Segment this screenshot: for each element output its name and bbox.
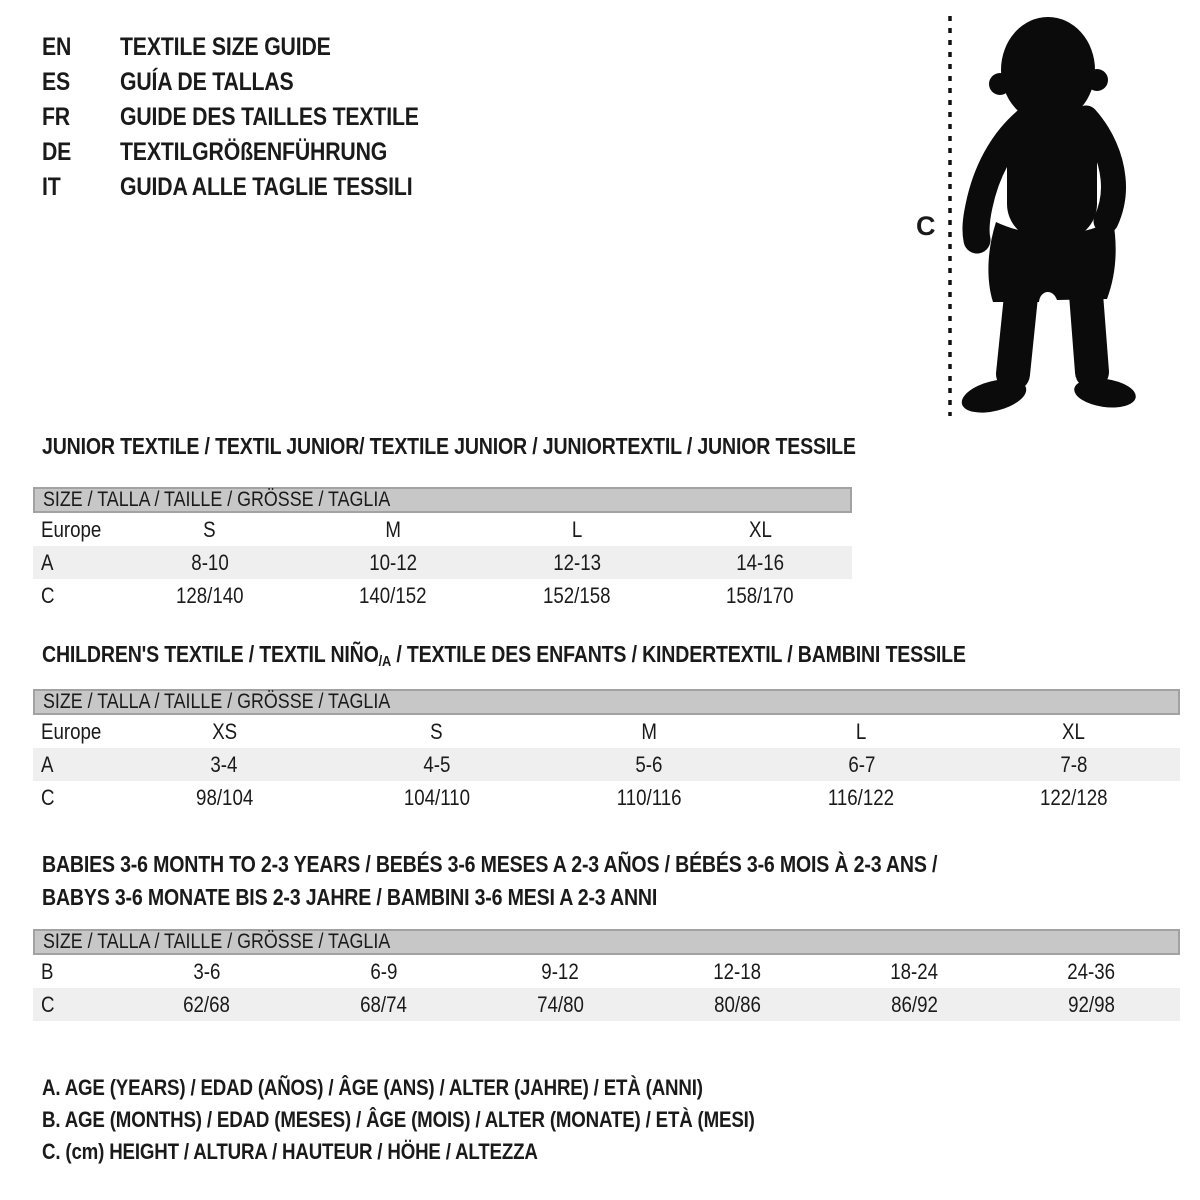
junior-size-table — [33, 487, 852, 612]
section-heading-junior: JUNIOR TEXTILE / TEXTIL JUNIOR/ TEXTILE JUNIOR / JUNIORTEXTIL / JUNIOR TESSILE — [42, 433, 856, 459]
table-row-height — [33, 781, 1180, 814]
language-code: FR — [42, 103, 70, 131]
size-value: XS — [211, 718, 237, 744]
size-header-label: SIZE / TALLA / TAILLE / GRÖSSE / TAGLIA — [43, 930, 391, 953]
language-title: TEXTILE SIZE GUIDE — [120, 33, 331, 61]
row-label: A — [41, 549, 54, 575]
height-value: 80/86 — [714, 991, 761, 1017]
size-value: M — [385, 516, 402, 542]
babies-size-table — [33, 929, 1180, 1021]
language-row — [42, 65, 472, 100]
children-size-table — [33, 689, 1180, 814]
age-value: 9-12 — [541, 958, 580, 984]
section-heading-babies: BABIES 3-6 MONTH TO 2-3 YEARS / BEBÉS 3-6 MESES A 2-3 AÑOS / BÉBÉS 3-6 MOIS À 2-3 ANS / BABYS 3-6 MONATE BIS 2-3 JAHRE / BAMBINI 3-6 MESI A 2-3 ANNI — [42, 851, 938, 910]
language-code: EN — [42, 33, 72, 61]
language-title: TEXTILGRÖßENFÜHRUNG — [120, 138, 388, 166]
age-value: 7-8 — [1060, 751, 1088, 777]
height-value: 110/116 — [616, 784, 682, 810]
age-value: 5-6 — [635, 751, 663, 777]
age-value: 14-16 — [736, 549, 785, 575]
language-code: IT — [42, 173, 61, 201]
table-row-age — [33, 748, 1180, 781]
age-value: 12-13 — [552, 549, 601, 575]
age-value: 8-10 — [191, 549, 229, 575]
table-row-age — [33, 546, 852, 579]
row-label: Europe — [41, 718, 102, 744]
legend — [42, 1072, 880, 1168]
language-row — [42, 170, 472, 205]
size-value: S — [430, 718, 443, 744]
size-value: L — [856, 718, 867, 744]
row-label: A — [41, 751, 54, 777]
language-title-list — [42, 30, 472, 205]
height-value: 92/98 — [1068, 991, 1115, 1017]
section-heading-children: CHILDREN'S TEXTILE / TEXTIL $NIÑO_{/A}$ / TEXTILE DES ENFANTS / KINDERTEXTIL / BAMBINI TESSILE — [42, 641, 966, 670]
age-value: 10-12 — [369, 549, 418, 575]
age-value: 6-7 — [847, 751, 875, 777]
size-value: XL — [748, 516, 772, 542]
height-value: 128/140 — [175, 582, 244, 608]
size-value: M — [641, 718, 657, 744]
language-row — [42, 30, 472, 65]
height-measure-label: C — [916, 211, 936, 241]
height-value: 68/74 — [360, 991, 407, 1017]
table-row-height — [33, 579, 852, 612]
table-row-europe — [33, 513, 852, 546]
legend-line-a: A. AGE (YEARS) / EDAD (AÑOS) / ÂGE (ANS) / ALTER (JAHRE) / ETÀ (ANNI) — [42, 1075, 703, 1100]
height-value: 122/128 — [1040, 784, 1108, 810]
height-value: 62/68 — [183, 991, 230, 1017]
size-value: XL — [1062, 718, 1086, 744]
size-header-label: SIZE / TALLA / TAILLE / GRÖSSE / TAGLIA — [43, 690, 391, 713]
height-value: 116/122 — [828, 784, 895, 810]
row-label: C — [41, 991, 55, 1017]
row-label: C — [41, 784, 55, 810]
height-value: 152/158 — [542, 582, 611, 608]
height-value: 86/92 — [891, 991, 938, 1017]
toddler-body-shape — [958, 17, 1137, 419]
height-value: 98/104 — [195, 784, 253, 810]
height-value: 74/80 — [537, 991, 584, 1017]
height-value: 104/110 — [403, 784, 470, 810]
table-row-europe — [33, 715, 1180, 748]
age-value: 3-4 — [210, 751, 238, 777]
table-row-age-months — [33, 955, 1180, 988]
nino-a-subscript: /A — [378, 653, 392, 670]
row-label: C — [41, 582, 55, 608]
language-code: DE — [42, 138, 72, 166]
language-title: GUÍA DE TALLAS — [120, 68, 294, 96]
size-header-label: SIZE / TALLA / TAILLE / GRÖSSE / TAGLIA — [43, 488, 391, 511]
size-header-bar — [33, 929, 1180, 955]
language-row — [42, 100, 472, 135]
height-value: 158/170 — [726, 582, 795, 608]
age-value: 4-5 — [423, 751, 451, 777]
size-header-bar — [33, 689, 1180, 715]
legend-line-c: C. (cm) HEIGHT / ALTURA / HAUTEUR / HÖHE / ALTEZZA — [42, 1139, 538, 1164]
age-value: 18-24 — [890, 958, 939, 984]
language-title: GUIDA ALLE TAGLIE TESSILI — [120, 173, 413, 201]
age-value: 12-18 — [713, 958, 762, 984]
age-value: 3-6 — [192, 958, 221, 984]
language-code: ES — [42, 68, 71, 96]
legend-line-b: B. AGE (MONTHS) / EDAD (MESES) / ÂGE (MOIS) / ALTER (MONATE) / ETÀ (MESI) — [42, 1107, 755, 1132]
height-value: 140/152 — [359, 582, 428, 608]
size-header-bar — [33, 487, 852, 513]
table-row-height — [33, 988, 1180, 1021]
row-label: Europe — [41, 516, 102, 542]
size-value: L — [571, 516, 582, 542]
age-value: 24-36 — [1067, 958, 1116, 984]
age-value: 6-9 — [369, 958, 398, 984]
language-row — [42, 135, 472, 170]
language-title: GUIDE DES TAILLES TEXTILE — [120, 103, 419, 131]
size-value: S — [203, 516, 216, 542]
row-label: B — [41, 958, 54, 984]
